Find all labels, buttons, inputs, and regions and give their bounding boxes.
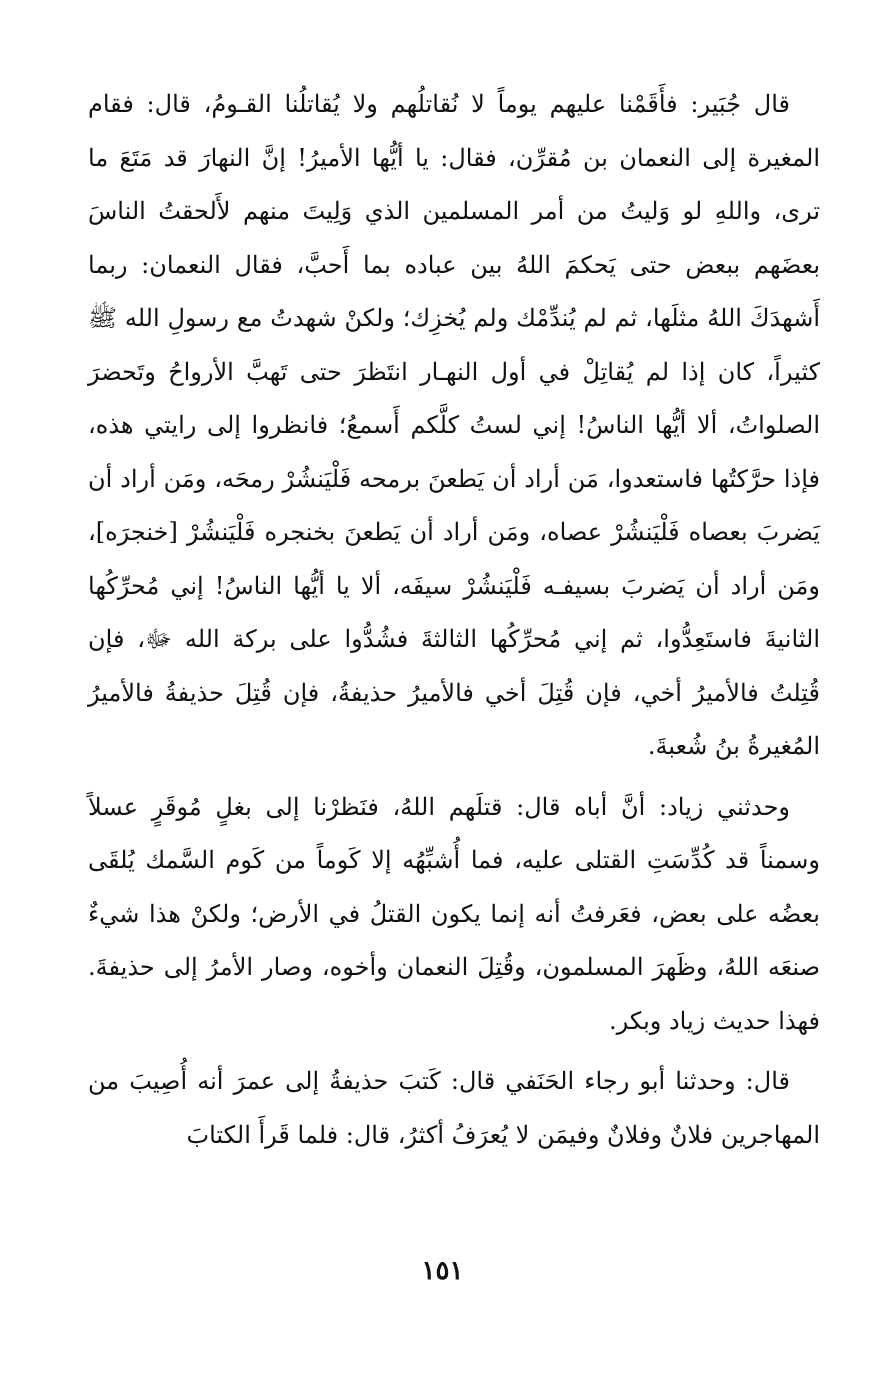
paragraph-3: قال: وحدثنا أبو رجاء الحَنَفي قال: كَتبَ حذيفةُ إلى عمرَ أنه أُصِيبَ من المهاجرين فلانٌ وفلانٌ وفيمَن لا يُعرَفُ أكثرُ، قال: فلما قَرأَ الكتابَ: [88, 1067, 820, 1149]
paragraph-2: وحدثني زياد: أنَّ أباه قال: قتلَهم اللهُ، فنَظرْنا إلى بغلٍ مُوقَرٍ عسلاً وسمناً قد كُدِّسَتِ القتلى عليه، فما أُشبِّهُه إلا كَوماً من كَوم السَّمك يُلقَى بعضُه على بعض، فعَرفتُ أنه إنما يكون القتلُ في الأرض؛ ولكنْ هذا شيءٌ صنعَه اللهُ، وظَهرَ المسلمون، وقُتِلَ النعمان وأخوه، وصار الأمرُ إلى حذيفةَ. فهذا حديث زياد وبكر.: [88, 792, 820, 1035]
page-number: ١٥١: [421, 1256, 464, 1286]
body-text: [88, 78, 820, 1169]
paragraph-1: قال جُبَير: فأَقَمْنا عليهم يوماً لا نُقاتلُهم ولا يُقاتلُنا القـومُ، قال: فقام المغيرة إلى النعمان بن مُقرِّن، فقال: يا أيُّها الأميرُ! إنَّ النهارَ قد مَتَعَ ما ترى، واللهِ لو وَليتُ من أمر المسلمين الذي وَلِيتَ منهم لأَلحقتُ الناسَ بعضَهم ببعض حتى يَحكمَ اللهُ بين عباده بما أَحبَّ، فقال النعمان: ربما أَشهدَكَ اللهُ مثلَها، ثم لم يُندِّمْك ولم يُخزِك؛ ولكنْ شهدتُ مع رسولِ الله ﷺ كثيراً، كان إذا لم يُقاتِلْ في أول النهـار انتَظرَ حتى تَهبَّ الأرواحُ وتَحضرَ الصلواتُ، ألا أيُّها الناسُ! إني لستُ كلَّكم أَسمعُ؛ فانظروا إلى رايتي هذه، فإذا حرَّكتُها فاستعدوا، مَن أراد أن يَطعنَ برمحه فَلْيَنشُرْ رمحَه، ومَن أراد أن يَضربَ بعصاه فَلْيَنشُرْ عصاه، ومَن أراد أن يَطعنَ بخنجره فَلْيَنشُرْ [خنجرَه]، ومَن أراد أن يَضربَ بسيفـه فَلْيَنشُرْ سيفَه، ألا يا أيُّها الناسُ! إني مُحرِّكُها الثانيةَ فاستَعِدُّوا، ثم إني مُحرِّكُها الثالثةَ فشُدُّوا على بركة الله ﷻ، فإن قُتِلتُ فالأميرُ أخي، فإن قُتِلَ أخي فالأميرُ حذيفةُ، فإن قُتِلَ حذيفةُ فالأميرُ المُغيرةُ بنُ شُعبةَ.: [88, 90, 820, 760]
